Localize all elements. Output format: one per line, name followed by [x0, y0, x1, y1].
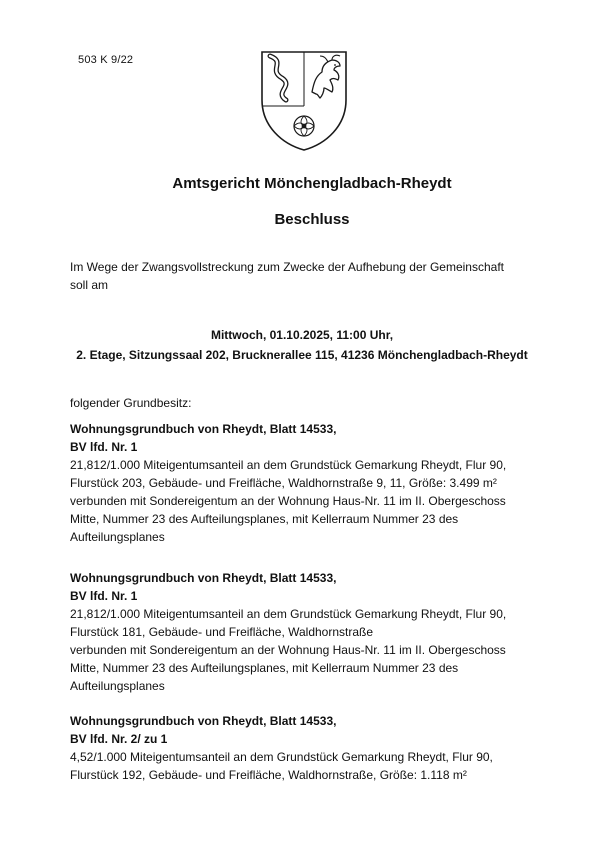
intro-line: soll am: [70, 278, 109, 292]
entry-line: Aufteilungsplanes: [70, 530, 165, 544]
entry-bv-number: BV lfd. Nr. 1: [70, 440, 138, 454]
property-entry: [70, 420, 550, 546]
appointment-location: 2. Etage, Sitzungssaal 202, Brucknerallee 115, 41236 Mönchengladbach-Rheydt: [76, 348, 528, 362]
property-entry: [70, 569, 550, 695]
case-number: 503 K 9/22: [78, 54, 134, 66]
entry-bv-number: BV lfd. Nr. 1: [70, 589, 138, 603]
intro-line: Im Wege der Zwangsvollstreckung zum Zwecke der Aufhebung der Gemeinschaft: [70, 260, 504, 274]
entry-bv-number: BV lfd. Nr. 2/ zu 1: [70, 732, 168, 746]
court-name: Amtsgericht Mönchengladbach-Rheydt: [172, 175, 452, 192]
entry-line: Flurstück 181, Gebäude- und Freifläche, Waldhornstraße: [70, 625, 374, 639]
entry-line: 21,812/1.000 Miteigentumsanteil an dem Grundstück Gemarkung Rheydt, Flur 90,: [70, 607, 507, 621]
intro-paragraph: [70, 258, 540, 294]
entry-line: Flurstück 203, Gebäude- und Freifläche, Waldhornstraße 9, 11, Größe: 3.499 m²: [70, 476, 497, 490]
nrw-coat-of-arms-icon: [256, 48, 352, 154]
entry-heading: Wohnungsgrundbuch von Rheydt, Blatt 14533,: [70, 422, 337, 436]
entry-heading: Wohnungsgrundbuch von Rheydt, Blatt 14533,: [70, 714, 337, 728]
entry-line: 21,812/1.000 Miteigentumsanteil an dem Grundstück Gemarkung Rheydt, Flur 90,: [70, 458, 507, 472]
entry-line: Mitte, Nummer 23 des Aufteilungsplanes, mit Kellerraum Nummer 23 des: [70, 661, 459, 675]
property-lead-text: folgender Grundbesitz:: [70, 396, 192, 410]
entry-line: Flurstück 192, Gebäude- und Freifläche, Waldhornstraße, Größe: 1.118 m²: [70, 768, 467, 782]
appointment-date: Mittwoch, 01.10.2025, 11:00 Uhr,: [210, 328, 394, 342]
entry-line: verbunden mit Sondereigentum an der Wohnung Haus-Nr. 11 im II. Obergeschoss: [70, 643, 506, 657]
appointment-block: [4, 325, 596, 365]
entry-line: Aufteilungsplanes: [70, 679, 165, 693]
entry-line: Mitte, Nummer 23 des Aufteilungsplanes, mit Kellerraum Nummer 23 des: [70, 512, 459, 526]
entry-heading: Wohnungsgrundbuch von Rheydt, Blatt 14533,: [70, 571, 337, 585]
property-entry: [70, 712, 550, 784]
entry-line: 4,52/1.000 Miteigentumsanteil an dem Grundstück Gemarkung Rheydt, Flur 90,: [70, 750, 493, 764]
document-title: Beschluss: [274, 211, 350, 228]
entry-line: verbunden mit Sondereigentum an der Wohnung Haus-Nr. 11 im II. Obergeschoss: [70, 494, 506, 508]
